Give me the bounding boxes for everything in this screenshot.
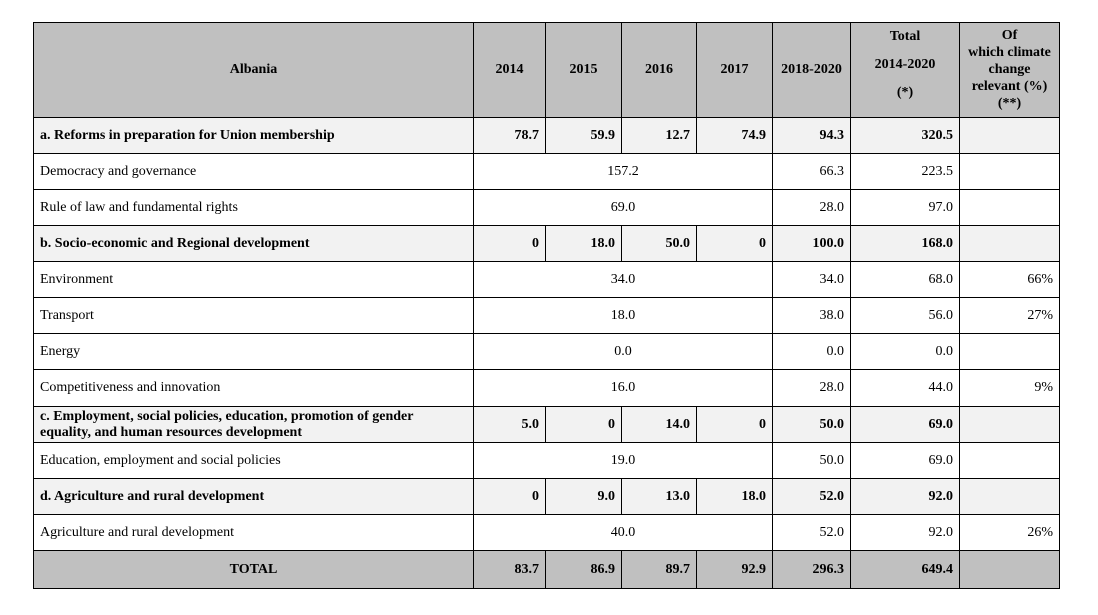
value-climate xyxy=(960,190,1060,226)
value-2014-2017: 18.0 xyxy=(474,298,773,334)
year-header-2017: 2017 xyxy=(697,23,773,118)
value-2018-2020: 52.0 xyxy=(773,515,851,551)
value-2018-2020: 296.3 xyxy=(773,551,851,589)
subrow-label: Energy xyxy=(34,334,474,370)
value-total: 97.0 xyxy=(851,190,960,226)
total-header-line3: (*) xyxy=(896,85,914,100)
category-label xyxy=(34,407,474,443)
value-2017: 0 xyxy=(697,407,773,443)
allocation-table xyxy=(33,22,1060,589)
climate-header-line4: relevant (%) xyxy=(971,79,1048,94)
value-climate xyxy=(960,334,1060,370)
value-2018-2020: 52.0 xyxy=(773,479,851,515)
subrow-label: Rule of law and fundamental rights xyxy=(34,190,474,226)
value-2018-2020: 0.0 xyxy=(773,334,851,370)
subrow-education xyxy=(34,443,1060,479)
climate-header-line3: change xyxy=(988,62,1031,77)
category-label: b. Socio-economic and Regional development xyxy=(34,226,474,262)
subrow-label: Transport xyxy=(34,298,474,334)
climate-header-line1: Of xyxy=(1001,28,1018,43)
value-total: 92.0 xyxy=(851,479,960,515)
value-2018-2020: 50.0 xyxy=(773,407,851,443)
value-2016: 89.7 xyxy=(622,551,697,589)
value-climate xyxy=(960,154,1060,190)
value-climate: 66% xyxy=(960,262,1060,298)
subrow-energy xyxy=(34,334,1060,370)
value-total: 649.4 xyxy=(851,551,960,589)
value-total: 223.5 xyxy=(851,154,960,190)
year-header-2018-2020: 2018-2020 xyxy=(773,23,851,118)
subrow-democracy xyxy=(34,154,1060,190)
value-2014: 0 xyxy=(474,479,546,515)
value-2018-2020: 94.3 xyxy=(773,118,851,154)
value-2017: 0 xyxy=(697,226,773,262)
value-2018-2020: 28.0 xyxy=(773,370,851,407)
value-total: 56.0 xyxy=(851,298,960,334)
value-climate: 27% xyxy=(960,298,1060,334)
header-row xyxy=(34,23,1060,118)
total-label: TOTAL xyxy=(34,551,474,589)
value-2018-2020: 38.0 xyxy=(773,298,851,334)
value-2015: 59.9 xyxy=(546,118,622,154)
value-total: 92.0 xyxy=(851,515,960,551)
value-2016: 12.7 xyxy=(622,118,697,154)
value-2018-2020: 66.3 xyxy=(773,154,851,190)
value-climate xyxy=(960,118,1060,154)
value-2014-2017: 19.0 xyxy=(474,443,773,479)
category-label: d. Agriculture and rural development xyxy=(34,479,474,515)
value-2014: 78.7 xyxy=(474,118,546,154)
value-total: 69.0 xyxy=(851,443,960,479)
value-2014-2017: 0.0 xyxy=(474,334,773,370)
category-label-line1: c. Employment, social policies, education, promotion of gender xyxy=(40,408,414,424)
value-2017: 74.9 xyxy=(697,118,773,154)
value-2018-2020: 34.0 xyxy=(773,262,851,298)
total-header xyxy=(851,23,960,118)
category-label-line2: equality, and human resources development xyxy=(40,424,303,440)
subrow-label: Agriculture and rural development xyxy=(34,515,474,551)
category-row-d xyxy=(34,479,1060,515)
value-2015: 9.0 xyxy=(546,479,622,515)
value-2015: 18.0 xyxy=(546,226,622,262)
value-2016: 50.0 xyxy=(622,226,697,262)
value-2018-2020: 50.0 xyxy=(773,443,851,479)
category-row-b xyxy=(34,226,1060,262)
subrow-label: Democracy and governance xyxy=(34,154,474,190)
value-2016: 14.0 xyxy=(622,407,697,443)
value-climate xyxy=(960,226,1060,262)
year-header-2016: 2016 xyxy=(622,23,697,118)
subrow-label: Education, employment and social policies xyxy=(34,443,474,479)
subrow-label: Environment xyxy=(34,262,474,298)
subrow-transport xyxy=(34,298,1060,334)
value-climate: 26% xyxy=(960,515,1060,551)
value-2014-2017: 69.0 xyxy=(474,190,773,226)
category-row-c xyxy=(34,407,1060,443)
value-2018-2020: 28.0 xyxy=(773,190,851,226)
value-2015: 86.9 xyxy=(546,551,622,589)
subrow-environment xyxy=(34,262,1060,298)
value-total: 44.0 xyxy=(851,370,960,407)
value-total: 0.0 xyxy=(851,334,960,370)
climate-header-line5: (**) xyxy=(997,96,1022,111)
value-climate xyxy=(960,551,1060,589)
value-2014-2017: 16.0 xyxy=(474,370,773,407)
value-climate xyxy=(960,479,1060,515)
value-total: 69.0 xyxy=(851,407,960,443)
subrow-agriculture xyxy=(34,515,1060,551)
year-header-2015: 2015 xyxy=(546,23,622,118)
value-climate xyxy=(960,407,1060,443)
value-2018-2020: 100.0 xyxy=(773,226,851,262)
value-2014: 83.7 xyxy=(474,551,546,589)
total-header-line1: Total xyxy=(889,29,921,44)
climate-header xyxy=(960,23,1060,118)
category-row-a xyxy=(34,118,1060,154)
value-2015: 0 xyxy=(546,407,622,443)
subrow-label: Competitiveness and innovation xyxy=(34,370,474,407)
year-header-2014: 2014 xyxy=(474,23,546,118)
climate-header-line2: which climate xyxy=(968,45,1051,60)
category-label: a. Reforms in preparation for Union membership xyxy=(34,118,474,154)
value-total: 168.0 xyxy=(851,226,960,262)
total-row xyxy=(34,551,1060,589)
value-2014: 0 xyxy=(474,226,546,262)
total-header-line2: 2014-2020 xyxy=(874,57,936,72)
subrow-rule-of-law xyxy=(34,190,1060,226)
value-climate: 9% xyxy=(960,370,1060,407)
value-2014-2017: 34.0 xyxy=(474,262,773,298)
subrow-competitiveness xyxy=(34,370,1060,407)
value-2017: 92.9 xyxy=(697,551,773,589)
value-climate xyxy=(960,443,1060,479)
value-2014-2017: 157.2 xyxy=(474,154,773,190)
value-total: 320.5 xyxy=(851,118,960,154)
value-2014: 5.0 xyxy=(474,407,546,443)
value-2017: 18.0 xyxy=(697,479,773,515)
value-2016: 13.0 xyxy=(622,479,697,515)
country-header: Albania xyxy=(34,23,474,118)
value-2014-2017: 40.0 xyxy=(474,515,773,551)
value-total: 68.0 xyxy=(851,262,960,298)
